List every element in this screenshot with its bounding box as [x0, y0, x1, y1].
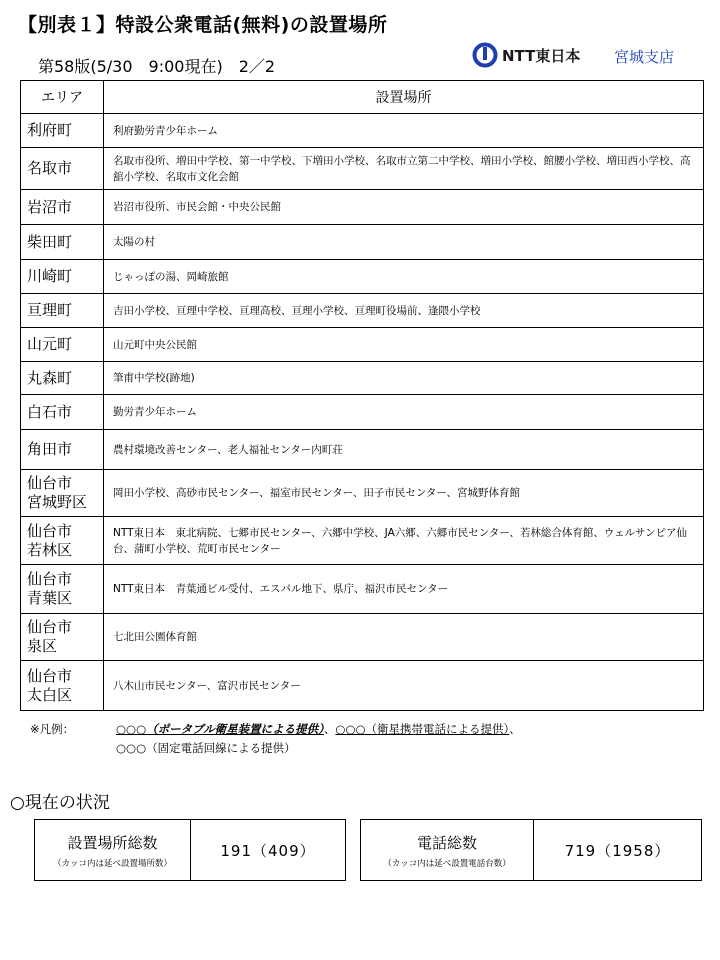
legend-portable: ○○○（ポータブル衛星装置による提供）	[116, 722, 324, 736]
edition-label: 第58版(5/30 9:00現在) 2／2	[38, 57, 276, 76]
column-header-place: 設置場所	[104, 81, 704, 114]
area-cell	[21, 517, 104, 565]
area-cell: 川崎町	[21, 260, 104, 294]
place-cell: 八木山市民センター、富沢市民センター	[104, 661, 704, 711]
area-cell: 名取市	[21, 148, 104, 190]
place-cell: 岩沼市役所、市民会館・中央公民館	[104, 190, 704, 225]
phones-value: 719（1958）	[564, 841, 671, 860]
place-cell: 七北田公園体育館	[104, 614, 704, 661]
area-cell	[21, 565, 104, 614]
area-line: 若林区	[27, 540, 73, 559]
area-line: 仙台市	[27, 474, 73, 492]
place-cell: 岡田小学校、高砂市民センター、福室市民センター、田子市民センター、宮城野体育館	[104, 470, 704, 517]
place-cell: 利府勤労青少年ホーム	[104, 114, 704, 148]
table-row	[21, 661, 704, 711]
ntt-brand	[472, 42, 580, 68]
legend-separator: 、	[509, 722, 521, 736]
legend-line-1	[30, 720, 521, 739]
place-cell: 山元町中央公民館	[104, 328, 704, 362]
area-line: 青葉区	[27, 589, 73, 607]
column-header-area: エリア	[21, 81, 104, 114]
legend	[30, 720, 521, 758]
table-row	[21, 395, 704, 430]
area-cell	[21, 614, 104, 661]
table-row	[21, 614, 704, 661]
table-header-row	[21, 81, 704, 114]
place-cell: NTT東日本 東北病院、七郷市民センター、六郷中学校、JA六郷、六郷市民センター、若林総合体育館、ウェルサンピア仙台、蒲町小学校、荒町市民センター	[104, 517, 704, 565]
phones-label-cell	[361, 820, 534, 880]
table-row	[21, 517, 704, 565]
legend-separator: 、	[323, 722, 336, 736]
table-row	[21, 430, 704, 470]
area-line: 泉区	[27, 637, 58, 655]
area-line: 仙台市	[27, 570, 73, 588]
area-cell: 亘理町	[21, 294, 104, 328]
area-cell: 角田市	[21, 430, 104, 470]
branch-name: 宮城支店	[614, 48, 675, 66]
location-table	[20, 80, 704, 711]
place-cell: 農村環境改善センター、老人福祉センター内町荘	[104, 430, 704, 470]
table-row	[21, 328, 704, 362]
area-cell	[21, 470, 104, 517]
page-title: 【別表１】特設公衆電話(無料)の設置場所	[18, 14, 388, 36]
table-row	[21, 114, 704, 148]
place-cell: 名取市役所、増田中学校、第一中学校、下増田小学校、名取市立第二中学校、増田小学校、館腰小学校、増田西小学校、高舘小学校、名取市文化会館	[104, 148, 704, 190]
legend-label: ※凡例：	[30, 722, 75, 736]
locations-value: 191（409）	[220, 841, 316, 860]
table-row	[21, 190, 704, 225]
locations-label: 設置場所総数	[67, 833, 158, 852]
status-heading: ○現在の状況	[10, 793, 110, 813]
area-cell	[21, 661, 104, 711]
phones-note: （カッコ内は延べ設置電話台数）	[383, 858, 511, 869]
legend-satellite: ○○○（衛星携帯電話による提供）	[335, 722, 510, 736]
table-row	[21, 565, 704, 614]
area-line: 仙台市	[27, 521, 73, 540]
place-cell: 吉田小学校、亘理中学校、亘理高校、亘理小学校、亘理町役場前、逢隈小学校	[104, 294, 704, 328]
locations-note: （カッコ内は延べ設置場所数）	[53, 858, 172, 869]
place-cell: NTT東日本 青葉通ビル受付、エスパル地下、県庁、福沢市民センター	[104, 565, 704, 614]
area-line: 仙台市	[27, 666, 73, 685]
locations-label-cell	[35, 820, 191, 880]
legend-fixed: ○○○（固定電話回線による提供）	[116, 741, 296, 755]
area-cell: 柴田町	[21, 225, 104, 260]
table-row	[21, 260, 704, 294]
place-cell: じゃっぽの湯、岡崎旅館	[104, 260, 704, 294]
area-cell: 山元町	[21, 328, 104, 362]
place-cell: 筆甫中学校(跡地)	[104, 362, 704, 395]
area-cell: 利府町	[21, 114, 104, 148]
table-row	[21, 148, 704, 190]
area-cell: 丸森町	[21, 362, 104, 395]
table-row	[21, 470, 704, 517]
table-row	[21, 225, 704, 260]
phones-label: 電話総数	[416, 833, 477, 852]
phones-total-box	[360, 819, 702, 881]
table-row	[21, 294, 704, 328]
area-line: 太白区	[27, 685, 73, 704]
area-cell: 白石市	[21, 395, 104, 430]
table-row	[21, 362, 704, 395]
area-cell: 岩沼市	[21, 190, 104, 225]
ntt-logo-icon	[472, 42, 498, 68]
brand-name: NTT東日本	[502, 46, 581, 65]
locations-total-box	[34, 819, 346, 881]
place-cell: 勤労青少年ホーム	[104, 395, 704, 430]
area-line: 宮城野区	[27, 493, 88, 511]
place-cell: 太陽の村	[104, 225, 704, 260]
area-line: 仙台市	[27, 618, 73, 636]
